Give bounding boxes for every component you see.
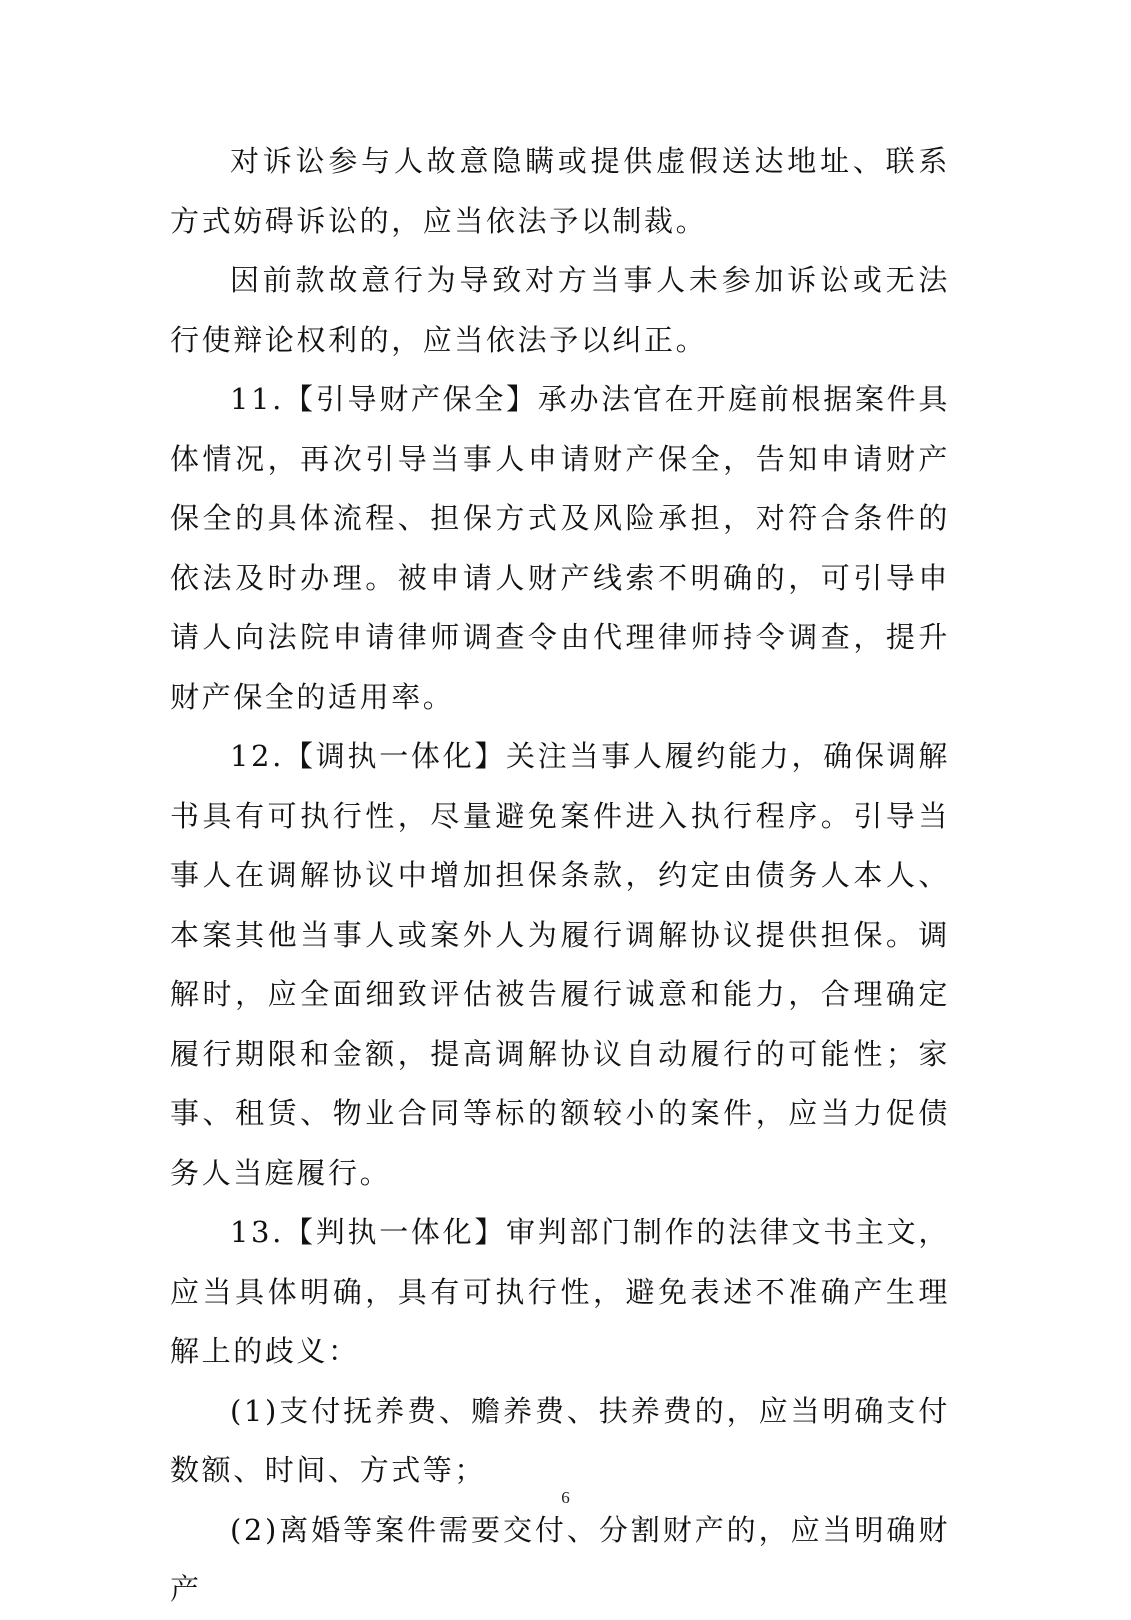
paragraph-13-item-2: (2)离婚等案件需要交付、分割财产的，应当明确财产 (170, 1512, 950, 1606)
paragraph-13-judgment-execution: 13.【判执一体化】审判部门制作的法律文书主文，应当具体明确，具有可执行性，避免表述不准确产生理解上的歧义： (170, 1215, 950, 1368)
page-number: 6 (561, 1488, 570, 1507)
paragraph-sanction: 对诉讼参与人故意隐瞒或提供虚假送达地址、联系方式妨碍诉讼的，应当依法予以制裁。 (170, 144, 950, 238)
paragraph-11-property-preservation: 11.【引导财产保全】承办法官在开庭前根据案件具体情况，再次引导当事人申请财产保全，告知申请财产保全的具体流程、担保方式及风险承担，对符合条件的依法及时办理。被申请人财产线索不明确的，可引导申请人向法院申请律师调查令由代理律师持令调查，提升财产保全的适用率。 (170, 382, 950, 714)
paragraph-12-mediation-execution: 12.【调执一体化】关注当事人履约能力，确保调解书具有可执行性，尽量避免案件进入执行程序。引导当事人在调解协议中增加担保条款，约定由债务人本人、本案其他当事人或案外人为履行调解协议提供担保。调解时，应全面细致评估被告履行诚意和能力，合理确定履行期限和金额，提高调解协议自动履行的可能性；家事、租赁、物业合同等标的额较小的案件，应当力促债务人当庭履行。 (170, 739, 950, 1190)
paragraph-13-item-1: (1)支付抚养费、赡养费、扶养费的，应当明确支付数额、时间、方式等； (170, 1393, 950, 1487)
paragraph-correction: 因前款故意行为导致对方当事人未参加诉讼或无法行使辩论权利的，应当依法予以纠正。 (170, 263, 950, 357)
document-body (170, 132, 950, 1620)
